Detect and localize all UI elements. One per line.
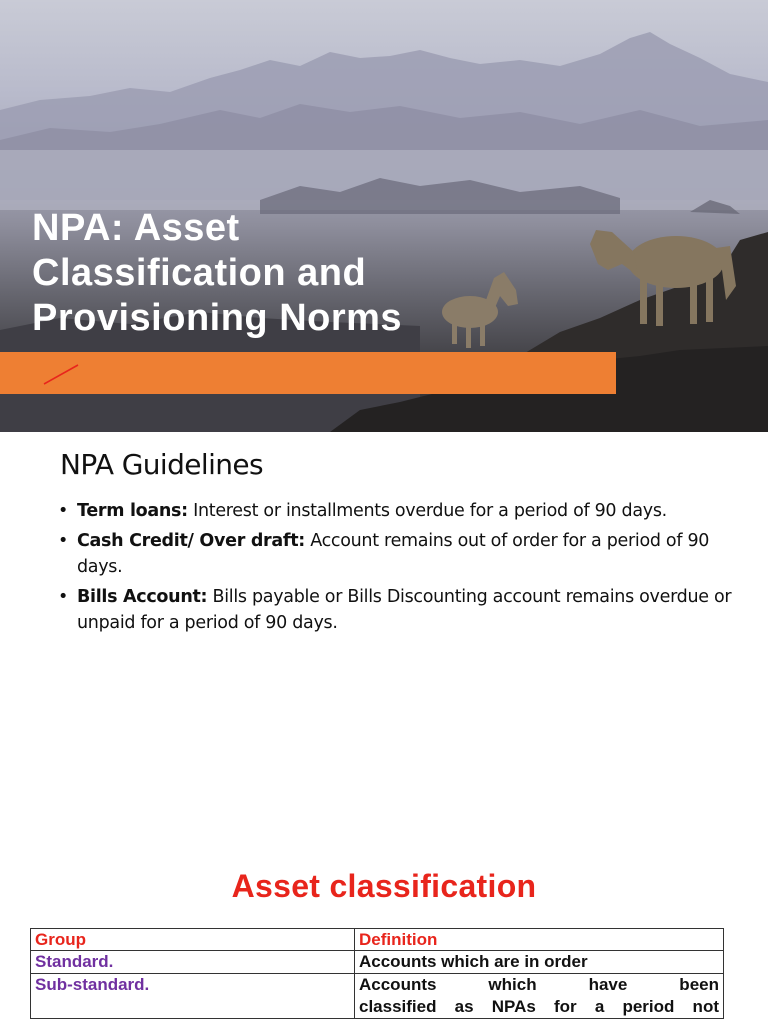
guideline-label: Bills Account:	[77, 587, 208, 607]
title-slide	[0, 0, 768, 432]
table-header-row	[31, 929, 724, 951]
accent-bar	[0, 352, 616, 394]
pen-stroke-mark	[42, 362, 82, 388]
guideline-cash-credit	[58, 528, 758, 580]
definition-cell: Accounts which are in order	[355, 951, 724, 974]
bullet: •	[58, 587, 69, 607]
bullet: •	[58, 531, 69, 551]
bullet: •	[58, 501, 69, 521]
definition-line: classified as NPAs for a period not	[359, 997, 719, 1016]
guideline-term-loans	[58, 498, 758, 524]
table-row	[31, 974, 724, 1019]
guideline-label: Cash Credit/ Over draft:	[77, 531, 305, 551]
guideline-bills-account	[58, 584, 758, 636]
guideline-text: Interest or installments overdue for a period of 90 days.	[187, 501, 667, 521]
group-cell: Sub-standard.	[31, 974, 355, 1019]
table-row	[31, 951, 724, 974]
header-definition: Definition	[355, 929, 724, 951]
guideline-label: Term loans:	[77, 501, 188, 521]
guideline-text: Bills payable or Bills Discounting account remains overdue or unpaid for a period of 90 days.	[77, 587, 732, 633]
presentation-title: NPA: Asset Classification and Provisioning Norms	[32, 207, 403, 339]
header-group: Group	[31, 929, 355, 951]
guideline-text: Account remains out of order for a period of 90 days.	[77, 531, 710, 577]
group-cell: Standard.	[31, 951, 355, 974]
definition-cell	[355, 974, 724, 1019]
asset-classification-table	[30, 928, 724, 1019]
asset-classification-heading: Asset classification	[231, 868, 537, 904]
guidelines-heading: NPA Guidelines	[60, 448, 264, 481]
guidelines-list	[58, 498, 758, 640]
definition-line: Accounts which have been	[359, 975, 719, 994]
